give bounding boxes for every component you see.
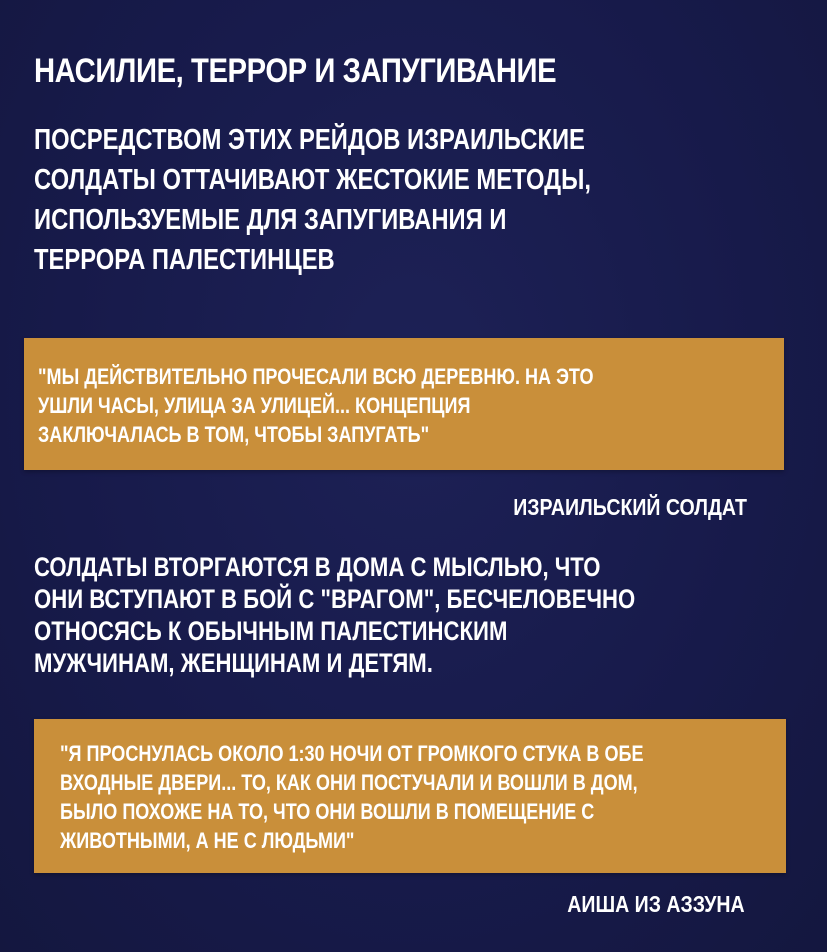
quote-line: УШЛИ ЧАСЫ, УЛИЦА ЗА УЛИЦЕЙ... КОНЦЕПЦИЯ [38, 393, 471, 418]
quote-attribution-aisha: АИША ИЗ АЗЗУНА [567, 891, 745, 917]
body-line: ОТНОСЯСЬ К ОБЫЧНЫМ ПАЛЕСТИНСКИМ [34, 616, 508, 646]
body-line: МУЖЧИНАМ, ЖЕНЩИНАМ И ДЕТЯМ. [34, 648, 433, 678]
quote-line: БЫЛО ПОХОЖЕ НА ТО, ЧТО ОНИ ВОШЛИ В ПОМЕЩЕНИЕ С [60, 799, 595, 824]
body-text [34, 551, 756, 679]
body-line: ОНИ ВСТУПАЮТ В БОЙ С "ВРАГОМ", БЕСЧЕЛОВЕЧНО [34, 584, 636, 614]
intro-line: ПОСРЕДСТВОМ ЭТИХ РЕЙДОВ ИЗРАИЛЬСКИЕ [34, 124, 585, 156]
quote-text [38, 362, 760, 449]
intro-text [34, 120, 739, 280]
quote-line: "Я ПРОСНУЛАСЬ ОКОЛО 1:30 НОЧИ ОТ ГРОМКОГО СТУКА В ОБЕ [60, 741, 644, 766]
quote-line: ЖИВОТНЫМИ, А НЕ С ЛЮДЬМИ" [60, 828, 355, 853]
quote-text [60, 739, 782, 855]
quote-line: ЗАКЛЮЧАЛАСЬ В ТОМ, ЧТОБЫ ЗАПУГАТЬ" [38, 422, 430, 447]
body-line: СОЛДАТЫ ВТОРГАЮТСЯ В ДОМА С МЫСЛЬЮ, ЧТО [34, 552, 601, 582]
quote-box-aisha [34, 719, 786, 873]
intro-line: ТЕРРОРА ПАЛЕСТИНЦЕВ [34, 244, 335, 276]
intro-line: ИСПОЛЬЗУЕМЫЕ ДЛЯ ЗАПУГИВАНИЯ И [34, 204, 507, 236]
intro-line: СОЛДАТЫ ОТТАЧИВАЮТ ЖЕСТОКИЕ МЕТОДЫ, [34, 164, 592, 196]
quote-line: "МЫ ДЕЙСТВИТЕЛЬНО ПРОЧЕСАЛИ ВСЮ ДЕРЕВНЮ. НА ЭТО [38, 364, 594, 389]
quote-box-soldier [24, 338, 784, 470]
page-title: НАСИЛИЕ, ТЕРРОР И ЗАПУГИВАНИЕ [34, 52, 557, 90]
quote-attribution-soldier: ИЗРАИЛЬСКИЙ СОЛДАТ [513, 494, 747, 520]
quote-line: ВХОДНЫЕ ДВЕРИ... ТО, КАК ОНИ ПОСТУЧАЛИ И ВОШЛИ В ДОМ, [60, 770, 638, 795]
